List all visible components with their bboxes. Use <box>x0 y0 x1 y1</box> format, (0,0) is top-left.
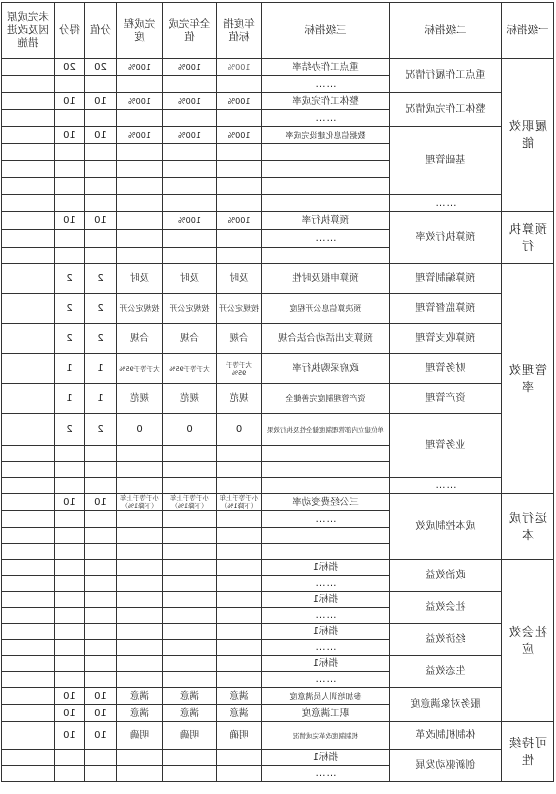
cell-reason <box>2 354 55 384</box>
cell-weight: 2 <box>85 264 117 294</box>
table-row <box>2 59 554 76</box>
performance-indicator-table <box>1 2 554 782</box>
table-row <box>2 560 554 576</box>
cell-ellipsis: …… <box>262 640 390 656</box>
cell-reason <box>2 212 55 230</box>
l3-staff: 职工满意度 <box>262 705 390 722</box>
l1-social: 社会效应 <box>502 560 554 722</box>
cell-score: 10 <box>55 722 85 750</box>
cell-score: 2 <box>55 324 85 354</box>
l2-mechanism: 体制机制改革 <box>390 722 502 750</box>
header-level2: 二级指标 <box>390 3 502 59</box>
cell-target: 100% <box>217 127 262 144</box>
table-row <box>2 264 554 294</box>
cell-weight: 10 <box>85 688 117 705</box>
l2-business: 业务管理 <box>390 414 502 478</box>
table-row <box>2 384 554 414</box>
l1-operation: 运行成本 <box>502 494 554 560</box>
cell-score: 1 <box>55 384 85 414</box>
cell-weight: 10 <box>85 494 117 511</box>
l1-budget: 预算执行 <box>502 212 554 264</box>
cell-reason <box>2 93 55 110</box>
table-row <box>2 354 554 384</box>
table-row <box>2 494 554 511</box>
cell-actual: 及时 <box>163 264 217 294</box>
l3-indicator-1: 指标1 <box>262 656 390 672</box>
l3-indicator-1: 指标1 <box>262 592 390 608</box>
cell-reason <box>2 324 55 354</box>
cell-completion: 0 <box>117 414 163 446</box>
cell-ellipsis: …… <box>262 230 390 248</box>
header-annual-actual: 全年完成值 <box>163 3 217 59</box>
l3-disclosure: 预决算信息公开程度 <box>262 294 390 324</box>
cell-completion: 大于等于95% <box>117 354 163 384</box>
cell-actual: 0 <box>163 414 217 446</box>
cell-completion <box>117 212 163 230</box>
cell-target: 明确 <box>217 722 262 750</box>
l1-sustain: 可持续性 <box>502 722 554 782</box>
l3-trainee: 参加培训人员满意度 <box>262 688 390 705</box>
cell-reason <box>2 294 55 324</box>
cell-actual: 100% <box>163 212 217 230</box>
l2-service: 服务对象满意度 <box>390 688 502 722</box>
l3-key-rate: 重点工作办结率 <box>262 59 390 76</box>
cell-weight: 1 <box>85 384 117 414</box>
l2-cost-ctrl: 成本控制成效 <box>390 494 502 560</box>
l2-asset: 资产管理 <box>390 384 502 414</box>
table-row <box>2 592 554 608</box>
l2-budget-rate: 预算执行效率 <box>390 212 502 264</box>
l2-overall-work: 整体工作完成情况 <box>390 93 502 127</box>
cell-actual: 满意 <box>163 705 217 722</box>
l3-data-rate: 数据信息化建设完成率 <box>262 127 390 144</box>
table-row <box>2 750 554 766</box>
cell-reason <box>2 384 55 414</box>
cell-weight: 2 <box>85 414 117 446</box>
cell-actual: 合规 <box>163 324 217 354</box>
cell-completion: 及时 <box>117 264 163 294</box>
l3-three-public: 三公经费变动率 <box>262 494 390 511</box>
header-completion: 完成程度 <box>117 3 163 59</box>
cell-completion: 100% <box>117 93 163 110</box>
l3-legal: 预算支出活动合法合规 <box>262 324 390 354</box>
cell-completion: 按规定公开 <box>117 294 163 324</box>
cell-target: 按规定公开 <box>217 294 262 324</box>
cell-ellipsis: …… <box>262 672 390 688</box>
l2-budget-super: 预算监督管理 <box>390 294 502 324</box>
l3-timeliness: 预算申报及时性 <box>262 264 390 294</box>
cell-score: 20 <box>55 59 85 76</box>
header-score: 得分 <box>55 3 85 59</box>
l2-key-work: 重点工作履行情况 <box>390 59 502 93</box>
cell-score: 10 <box>55 93 85 110</box>
cell-score: 2 <box>55 294 85 324</box>
cell-reason <box>2 494 55 511</box>
table-row <box>2 688 554 705</box>
cell-ellipsis: …… <box>262 110 390 127</box>
table-row <box>2 656 554 672</box>
cell-target: 100% <box>217 212 262 230</box>
cell-actual: 按规定公开 <box>163 294 217 324</box>
cell-score: 10 <box>55 127 85 144</box>
cell-actual: 满意 <box>163 688 217 705</box>
cell-completion: 小于等于上年（下降1%） <box>117 494 163 511</box>
table-row <box>2 93 554 110</box>
cell-reason <box>2 414 55 446</box>
l3-mech-reform: 机制制度改革完成情况 <box>262 722 390 750</box>
cell-target: 100% <box>217 59 262 76</box>
l2-ellipsis: …… <box>390 478 502 494</box>
l3-indicator-1: 指标1 <box>262 750 390 766</box>
table-row <box>2 212 554 230</box>
cell-score: 2 <box>55 264 85 294</box>
cell-target: 小于等于上年（下降1%） <box>217 494 262 511</box>
cell-score: 10 <box>55 212 85 230</box>
cell-target: 满意 <box>217 705 262 722</box>
l2-economic: 经济效益 <box>390 624 502 656</box>
l2-ecology: 生态效益 <box>390 656 502 688</box>
cell-reason <box>2 705 55 722</box>
cell-ellipsis: …… <box>262 576 390 592</box>
cell-target: 满意 <box>217 688 262 705</box>
l1-performance: 履职效能 <box>502 59 554 212</box>
l2-basic-mgmt: 基础管理 <box>390 127 502 195</box>
table-row <box>2 624 554 640</box>
table-row <box>2 478 554 494</box>
cell-reason <box>2 264 55 294</box>
table-row <box>2 414 554 446</box>
header-row <box>2 3 554 59</box>
cell-completion: 满意 <box>117 688 163 705</box>
header-level1: 一级指标 <box>502 3 554 59</box>
l2-political: 政治效益 <box>390 560 502 592</box>
cell-reason <box>2 59 55 76</box>
table-row <box>2 195 554 212</box>
table-row <box>2 324 554 354</box>
cell-target: 规范 <box>217 384 262 414</box>
cell-weight: 20 <box>85 59 117 76</box>
l2-budget-rev: 预算收支管理 <box>390 324 502 354</box>
l3-asset-mgmt: 资产管理制度完善健全 <box>262 384 390 414</box>
cell-weight: 10 <box>85 212 117 230</box>
cell-score: 10 <box>55 705 85 722</box>
cell-completion: 合规 <box>117 324 163 354</box>
table-row <box>2 127 554 144</box>
cell-weight: 1 <box>85 354 117 384</box>
table-row <box>2 722 554 750</box>
l3-proc-rate: 政府采购执行率 <box>262 354 390 384</box>
cell-target: 0 <box>217 414 262 446</box>
cell-weight: 10 <box>85 127 117 144</box>
cell-target: 合规 <box>217 324 262 354</box>
cell-completion: 规范 <box>117 384 163 414</box>
cell-ellipsis: …… <box>262 76 390 93</box>
l2-finance: 财务管理 <box>390 354 502 384</box>
cell-score: 10 <box>55 688 85 705</box>
cell-actual: 100% <box>163 93 217 110</box>
l3-indicator-1: 指标1 <box>262 624 390 640</box>
cell-target: 100% <box>217 93 262 110</box>
cell-target: 大于等于95% <box>217 354 262 384</box>
l1-management: 管理效率 <box>502 264 554 494</box>
l3-overall-rate: 整体工作完成率 <box>262 93 390 110</box>
cell-weight: 2 <box>85 324 117 354</box>
cell-reason <box>2 722 55 750</box>
cell-actual: 规范 <box>163 384 217 414</box>
cell-weight: 10 <box>85 93 117 110</box>
cell-ellipsis: …… <box>262 511 390 528</box>
l3-biz-mgmt: 单位建立内部管理制度健全性及执行效果 <box>262 414 390 446</box>
l2-budget-prep: 预算编制管理 <box>390 264 502 294</box>
cell-score: 2 <box>55 414 85 446</box>
l2-ellipsis: …… <box>390 195 502 212</box>
cell-ellipsis: …… <box>262 608 390 624</box>
cell-completion: 满意 <box>117 705 163 722</box>
l3-exec-rate: 预算执行率 <box>262 212 390 230</box>
cell-target: 及时 <box>217 264 262 294</box>
table-row <box>2 294 554 324</box>
cell-score: 10 <box>55 494 85 511</box>
header-weight: 分值 <box>85 3 117 59</box>
l3-indicator-1: 指标1 <box>262 560 390 576</box>
cell-actual: 大于等于95% <box>163 354 217 384</box>
cell-weight: 2 <box>85 294 117 324</box>
cell-weight: 10 <box>85 722 117 750</box>
cell-actual: 100% <box>163 59 217 76</box>
header-level3: 三级指标 <box>262 3 390 59</box>
cell-actual: 小于等于上年（下降1%） <box>163 494 217 511</box>
cell-ellipsis: …… <box>262 766 390 782</box>
cell-score: 1 <box>55 354 85 384</box>
cell-completion: 100% <box>117 59 163 76</box>
cell-completion: 100% <box>117 127 163 144</box>
cell-completion: 明确 <box>117 722 163 750</box>
header-annual-target: 年度指标值 <box>217 3 262 59</box>
l2-innovation: 创新驱动发展 <box>390 750 502 782</box>
cell-reason <box>2 688 55 705</box>
cell-actual: 100% <box>163 127 217 144</box>
l2-social-benefit: 社会效益 <box>390 592 502 624</box>
cell-actual: 明确 <box>163 722 217 750</box>
header-reason: 未完成原因及改进措施 <box>2 3 55 59</box>
cell-reason <box>2 127 55 144</box>
cell-weight: 10 <box>85 705 117 722</box>
